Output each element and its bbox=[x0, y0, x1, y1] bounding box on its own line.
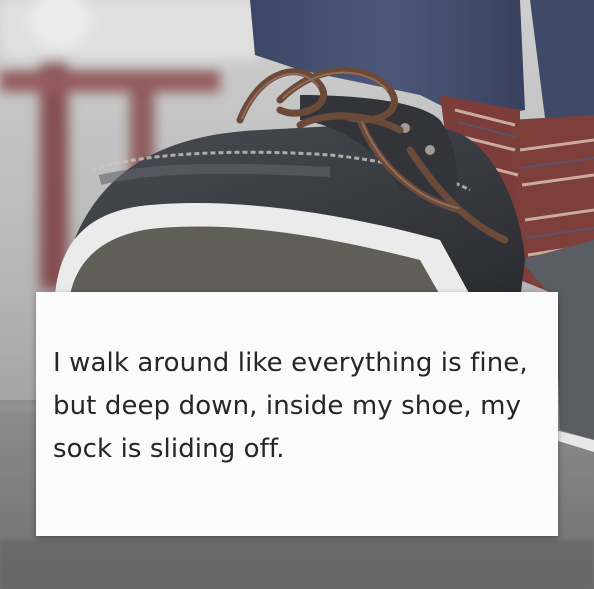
caption-box bbox=[36, 292, 558, 536]
caption-text: I walk around like everything is fine, but deep down, inside my shoe, my sock is sliding off. bbox=[53, 348, 528, 464]
